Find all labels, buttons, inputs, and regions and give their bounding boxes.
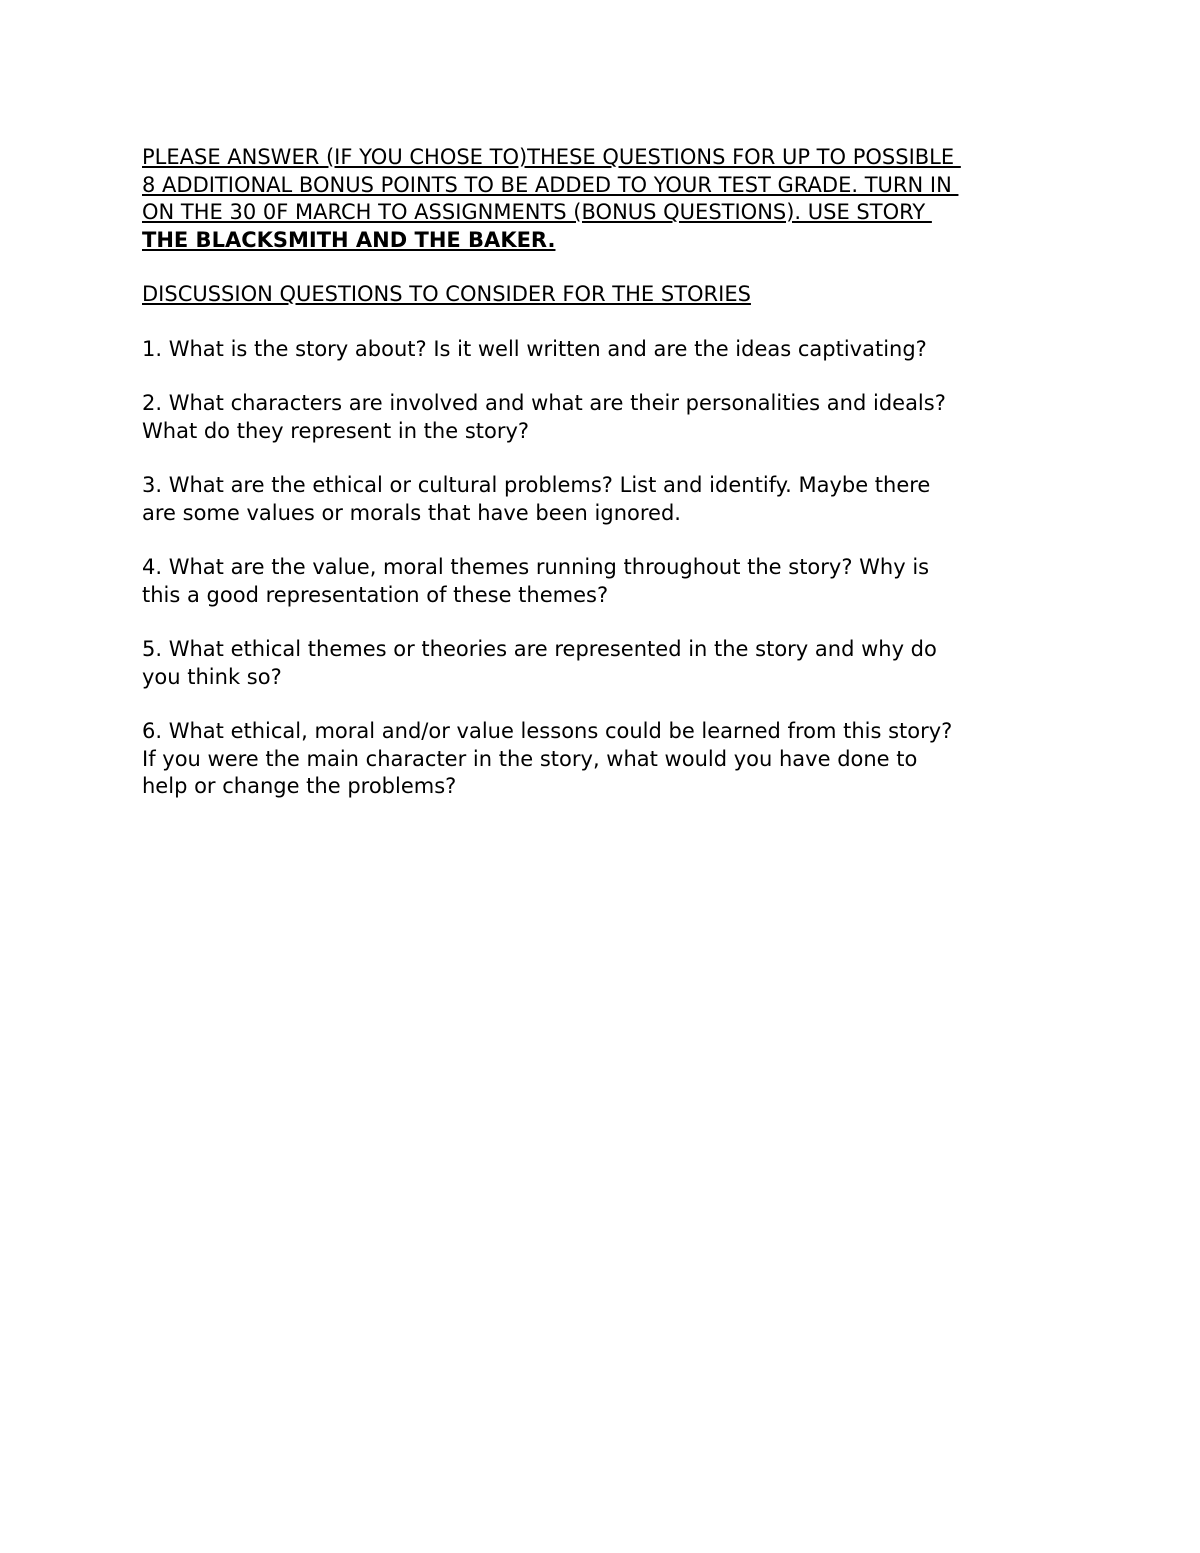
question-line: you think so? <box>142 664 282 689</box>
instructions-line: ON THE 30 0F MARCH TO ASSIGNMENTS (BONUS QUESTIONS). USE STORY <box>142 200 932 224</box>
question-line: If you were the main character in the story, what would you have done to <box>142 746 918 771</box>
question-item <box>142 718 1072 801</box>
question-line: 5. What ethical themes or theories are represented in the story and why do <box>142 637 937 661</box>
story-title: THE BLACKSMITH AND THE BAKER. <box>142 227 556 252</box>
instructions-line: 8 ADDITIONAL BONUS POINTS TO BE ADDED TO YOUR TEST GRADE. TURN IN <box>142 172 959 197</box>
question-line: 3. What are the ethical or cultural problems? List and identify. Maybe there <box>142 473 931 497</box>
question-item <box>142 554 1072 609</box>
question-line: 2. What characters are involved and what are their personalities and ideals? <box>142 391 946 415</box>
question-item <box>142 390 1072 445</box>
question-item <box>142 472 1072 527</box>
discussion-heading: DISCUSSION QUESTIONS TO CONSIDER FOR THE STORIES <box>142 282 751 306</box>
question-line: What do they represent in the story? <box>142 418 530 443</box>
question-list <box>142 336 1072 801</box>
bonus-instructions <box>142 144 1072 254</box>
question-item <box>142 636 1072 691</box>
question-item <box>142 336 1072 364</box>
question-line: help or change the problems? <box>142 774 457 798</box>
question-line: 6. What ethical, moral and/or value lessons could be learned from this story? <box>142 719 953 743</box>
question-line: 1. What is the story about? Is it well written and are the ideas captivating? <box>142 336 927 361</box>
document-body <box>142 144 1072 828</box>
question-line: this a good representation of these themes? <box>142 582 609 607</box>
question-line: are some values or morals that have been ignored. <box>142 500 681 525</box>
instructions-line: PLEASE ANSWER (IF YOU CHOSE TO)THESE QUESTIONS FOR UP TO POSSIBLE <box>142 145 961 169</box>
question-line: 4. What are the value, moral themes running throughout the story? Why is <box>142 555 930 579</box>
